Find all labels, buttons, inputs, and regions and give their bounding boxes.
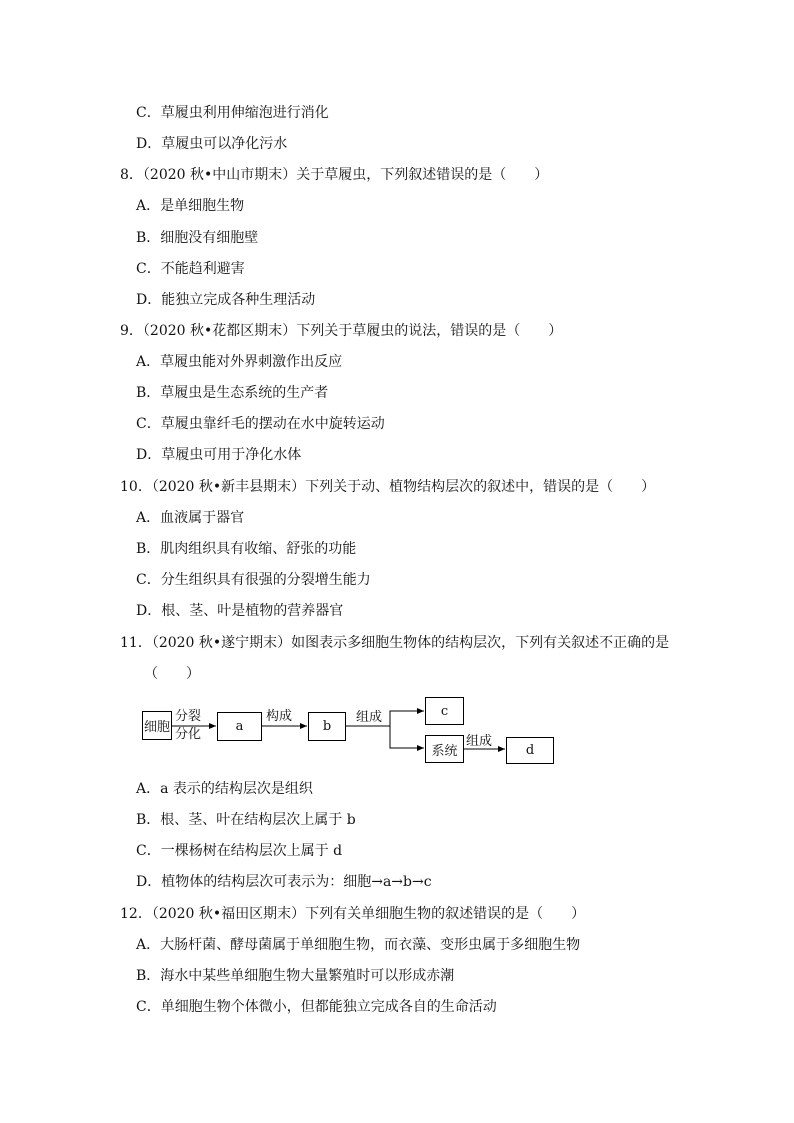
box-b: b [308, 712, 346, 741]
question-11-stem: 11．（2020 秋•遂宁期末）如图表示多细胞生物体的结构层次，下列有关叙述不正确的是 [120, 635, 670, 651]
question-10-option-c: C．分生组织具有很强的分裂增生能力 [136, 572, 371, 588]
question-9-option-d: D．草履虫可用于净化水体 [136, 447, 302, 463]
question-12-option-b: B．海水中某些单细胞生物大量繁殖时可以形成赤潮 [136, 968, 455, 984]
question-11-answer-paren: （ ） [144, 666, 200, 682]
question-12-option-a: A．大肠杆菌、酵母菌属于单细胞生物，而衣藻、变形虫属于多细胞生物 [136, 937, 581, 953]
question-11-option-b: B．根、茎、叶在结构层次上属于 b [136, 812, 356, 828]
question-11-option-a: A．a 表示的结构层次是组织 [136, 781, 313, 797]
question-12-option-c: C．单细胞生物个体微小，但都能独立完成各自的生命活动 [136, 999, 497, 1015]
box-cell: 细胞 [142, 711, 172, 740]
question-9-stem: 9．（2020 秋•花都区期末）下列关于草履虫的说法，错误的是（ ） [120, 323, 563, 339]
question-12-stem: 12．（2020 秋•福田区期末）下列有关单细胞生物的叙述错误的是（ ） [120, 906, 586, 922]
question-8-option-a: A．是单细胞生物 [136, 198, 245, 214]
question-8-stem: 8．（2020 秋•中山市期末）关于草履虫，下列叙述错误的是（ ） [120, 167, 549, 183]
box-d: d [506, 737, 554, 764]
question-8-option-b: B．细胞没有细胞壁 [136, 230, 259, 246]
box-c: c [425, 697, 464, 725]
question-7-option-c: C．草履虫利用伸缩泡进行消化 [136, 105, 329, 121]
label-differentiate: 分化 [175, 727, 202, 742]
question-11-option-c: C．一棵杨树在结构层次上属于 d [136, 843, 343, 859]
box-a: a [217, 712, 262, 741]
question-11-option-d: D．植物体的结构层次可表示为：细胞→a→b→c [136, 874, 432, 890]
question-7-option-d: D．草履虫可以净化污水 [136, 136, 288, 152]
label-divide: 分裂 [175, 709, 202, 724]
question-9-option-b: B．草履虫是生态系统的生产者 [136, 385, 329, 401]
question-9-option-a: A．草履虫能对外界刺激作出反应 [136, 354, 343, 370]
question-10-option-d: D．根、茎、叶是植物的营养器官 [136, 603, 344, 619]
question-8-option-d: D．能独立完成各种生理活动 [136, 292, 316, 308]
question-9-option-c: C．草履虫靠纤毛的摆动在水中旋转运动 [136, 416, 385, 432]
label-compose-2: 组成 [466, 734, 493, 749]
label-form: 构成 [266, 709, 293, 724]
question-10-option-b: B．肌肉组织具有收缩、舒张的功能 [136, 541, 357, 557]
question-8-option-c: C．不能趋利避害 [136, 261, 245, 277]
arrow-b-to-system [390, 726, 424, 748]
box-system: 系统 [425, 735, 464, 763]
question-10-stem: 10．（2020 秋•新丰县期末）下列关于动、植物结构层次的叙述中，错误的是（ ） [120, 479, 656, 495]
question-10-option-a: A．血液属于器官 [136, 510, 245, 526]
label-compose-1: 组成 [356, 710, 383, 725]
